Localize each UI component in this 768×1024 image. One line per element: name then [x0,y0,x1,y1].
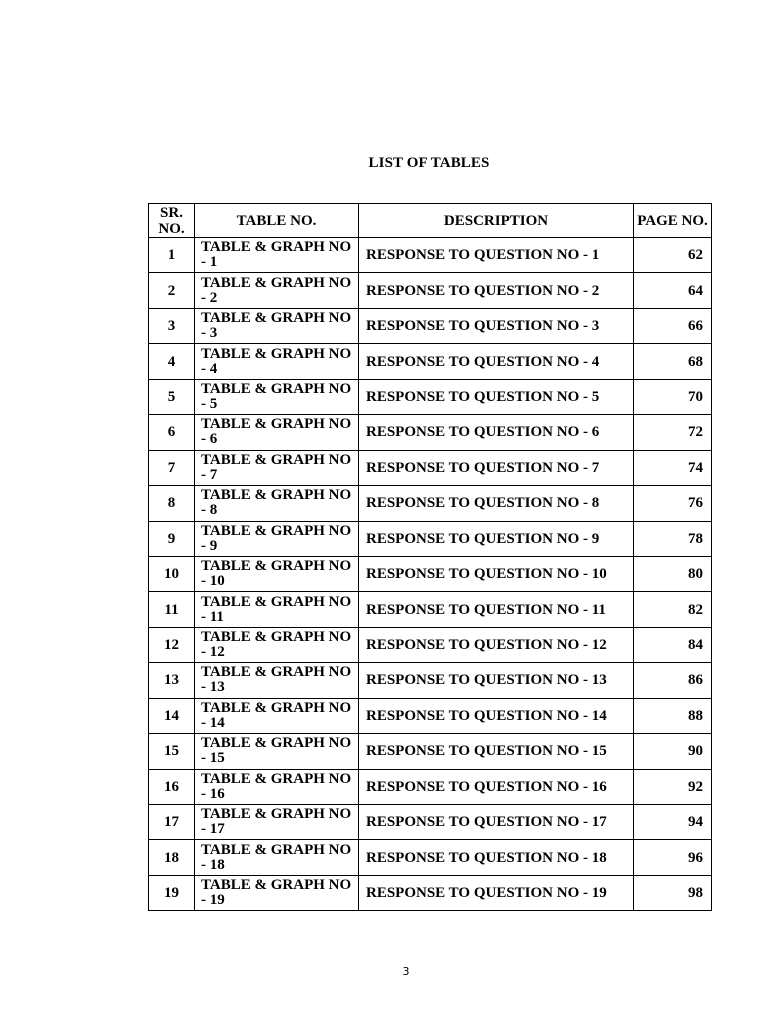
table-row [149,238,712,273]
description-cell: RESPONSE TO QUESTION NO - 5 [359,379,634,414]
column-header-description: DESCRIPTION [359,204,634,238]
table-row [149,521,712,556]
page-no-cell: 72 [634,415,712,450]
list-of-tables [148,203,712,911]
sr-no-cell: 6 [149,415,195,450]
table-no-cell: TABLE & GRAPH NO - 9 [195,521,359,556]
page-no-cell: 74 [634,450,712,485]
table-row [149,769,712,804]
page-number: 3 [402,965,410,978]
description-cell: RESPONSE TO QUESTION NO - 18 [359,840,634,875]
sr-no-cell: 2 [149,273,195,308]
sr-no-cell: 4 [149,344,195,379]
sr-no-cell: 9 [149,521,195,556]
table-row [149,627,712,662]
table-row [149,840,712,875]
sr-no-cell: 1 [149,238,195,273]
sr-no-cell: 16 [149,769,195,804]
page-no-cell: 62 [634,238,712,273]
table-no-cell: TABLE & GRAPH NO - 3 [195,308,359,343]
page-no-cell: 66 [634,308,712,343]
page-no-cell: 84 [634,627,712,662]
sr-no-cell: 14 [149,698,195,733]
table-no-cell: TABLE & GRAPH NO - 13 [195,663,359,698]
sr-no-cell: 5 [149,379,195,414]
page-no-cell: 90 [634,734,712,769]
table-no-cell: TABLE & GRAPH NO - 12 [195,627,359,662]
table-row [149,450,712,485]
table-row [149,486,712,521]
page-no-cell: 86 [634,663,712,698]
table-no-cell: TABLE & GRAPH NO - 19 [195,875,359,910]
sr-no-cell: 10 [149,556,195,591]
description-cell: RESPONSE TO QUESTION NO - 17 [359,805,634,840]
table-row [149,698,712,733]
table-no-cell: TABLE & GRAPH NO - 5 [195,379,359,414]
description-cell: RESPONSE TO QUESTION NO - 6 [359,415,634,450]
table-row [149,273,712,308]
sr-no-cell: 11 [149,592,195,627]
table-row [149,308,712,343]
description-cell: RESPONSE TO QUESTION NO - 19 [359,875,634,910]
page-no-cell: 76 [634,486,712,521]
page-no-cell: 68 [634,344,712,379]
sr-no-cell: 3 [149,308,195,343]
page-no-cell: 96 [634,840,712,875]
page-no-cell: 92 [634,769,712,804]
table-row [149,344,712,379]
table-no-cell: TABLE & GRAPH NO - 2 [195,273,359,308]
page-no-cell: 88 [634,698,712,733]
table-row [149,875,712,910]
table-no-cell: TABLE & GRAPH NO - 4 [195,344,359,379]
table-no-cell: TABLE & GRAPH NO - 17 [195,805,359,840]
table-no-cell: TABLE & GRAPH NO - 1 [195,238,359,273]
table-row [149,556,712,591]
description-cell: RESPONSE TO QUESTION NO - 2 [359,273,634,308]
page-no-cell: 94 [634,805,712,840]
sr-no-cell: 13 [149,663,195,698]
table-row [149,592,712,627]
column-header-sr-no: SR. NO. [149,204,195,238]
table-body [149,238,712,911]
description-cell: RESPONSE TO QUESTION NO - 15 [359,734,634,769]
sr-no-cell: 18 [149,840,195,875]
sr-no-cell: 17 [149,805,195,840]
table-row [149,734,712,769]
description-cell: RESPONSE TO QUESTION NO - 9 [359,521,634,556]
page-title: LIST OF TABLES [368,155,490,171]
sr-no-cell: 19 [149,875,195,910]
table-header-row [149,204,712,238]
sr-no-cell: 12 [149,627,195,662]
description-cell: RESPONSE TO QUESTION NO - 13 [359,663,634,698]
sr-no-cell: 8 [149,486,195,521]
table-no-cell: TABLE & GRAPH NO - 14 [195,698,359,733]
description-cell: RESPONSE TO QUESTION NO - 10 [359,556,634,591]
sr-no-cell: 7 [149,450,195,485]
description-cell: RESPONSE TO QUESTION NO - 1 [359,238,634,273]
table-no-cell: TABLE & GRAPH NO - 8 [195,486,359,521]
description-cell: RESPONSE TO QUESTION NO - 11 [359,592,634,627]
description-cell: RESPONSE TO QUESTION NO - 12 [359,627,634,662]
description-cell: RESPONSE TO QUESTION NO - 14 [359,698,634,733]
page-no-cell: 82 [634,592,712,627]
page-no-cell: 80 [634,556,712,591]
description-cell: RESPONSE TO QUESTION NO - 16 [359,769,634,804]
table-row [149,415,712,450]
sr-no-cell: 15 [149,734,195,769]
column-header-page-no: PAGE NO. [634,204,712,238]
table-row [149,379,712,414]
table-no-cell: TABLE & GRAPH NO - 11 [195,592,359,627]
table-row [149,805,712,840]
table-no-cell: TABLE & GRAPH NO - 18 [195,840,359,875]
description-cell: RESPONSE TO QUESTION NO - 3 [359,308,634,343]
page-no-cell: 78 [634,521,712,556]
description-cell: RESPONSE TO QUESTION NO - 8 [359,486,634,521]
page-no-cell: 64 [634,273,712,308]
page-no-cell: 70 [634,379,712,414]
table-no-cell: TABLE & GRAPH NO - 16 [195,769,359,804]
table-no-cell: TABLE & GRAPH NO - 15 [195,734,359,769]
table-no-cell: TABLE & GRAPH NO - 10 [195,556,359,591]
column-header-table-no: TABLE NO. [195,204,359,238]
description-cell: RESPONSE TO QUESTION NO - 4 [359,344,634,379]
table-no-cell: TABLE & GRAPH NO - 7 [195,450,359,485]
table-no-cell: TABLE & GRAPH NO - 6 [195,415,359,450]
description-cell: RESPONSE TO QUESTION NO - 7 [359,450,634,485]
table-row [149,663,712,698]
page-no-cell: 98 [634,875,712,910]
